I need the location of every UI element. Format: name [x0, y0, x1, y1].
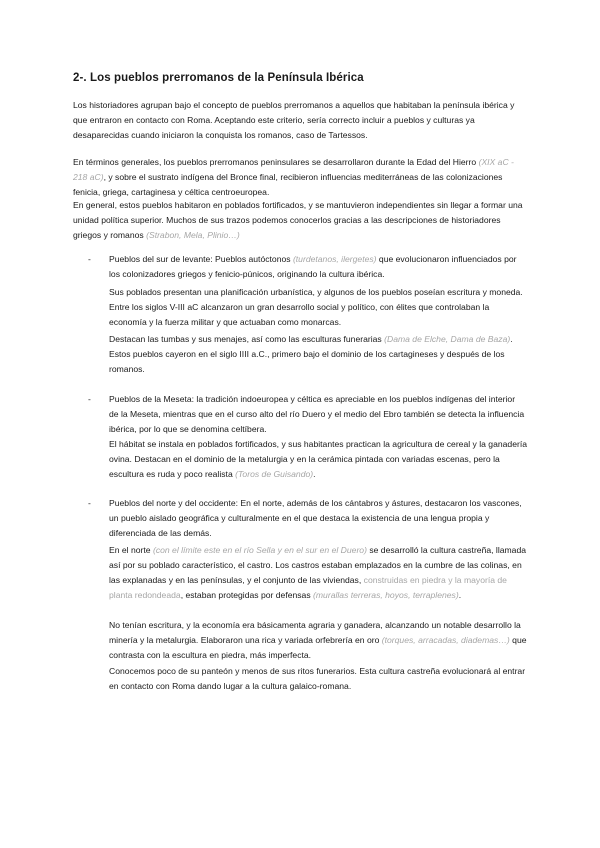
text: que contrasta con la escultura en piedra, más imperfecta. — [109, 635, 527, 661]
muted-text: (turdetanos, ilergetes) — [292, 254, 377, 264]
text: En términos generales, los pueblos prerromanos peninsulares se desarrollaron durante la Edad del Hierro — [73, 157, 479, 167]
norte-paragraph-3 — [109, 618, 527, 663]
text: , estaban protegidas por defensas — [180, 590, 314, 601]
muted-text: (Toros de Guisando) — [235, 469, 314, 480]
intro-paragraph-2 — [73, 155, 528, 200]
text: . Estos pueblos cayeron en el siglo IIII a.C., primero bajo el dominio de los cartagineses y después de los romanos. — [109, 334, 513, 375]
levante-paragraph-2: Sus poblados presentan una planificación urbanística, y algunos de los pueblos poseían escritura y moneda. Entre los siglos V-III aC alcanzaron un gran desarrollo social y político, con élites que controlaban la economía y la fuerza militar y que actuaban como monarcas. — [109, 287, 523, 328]
section-title: 2-. Los pueblos prerromanos de la Península Ibérica — [73, 72, 364, 84]
list-dash: - — [88, 254, 91, 264]
norte-paragraph-2 — [109, 543, 527, 603]
list-dash: - — [88, 394, 91, 404]
muted-text: construidas en piedra y la mayoría de planta redondeada — [109, 575, 507, 601]
levante-paragraph-1 — [109, 252, 527, 282]
norte-paragraph-4: Conocemos poco de su panteón y menos de sus ritos funerarios. Esta cultura castreña evolucionará al entrar en contacto con Roma dando lugar a la cultura galaico-romana. — [109, 666, 526, 692]
text: En el norte — [109, 545, 153, 555]
text: Destacan las tumbas y sus menajes, así como las esculturas funerarias — [109, 334, 385, 344]
meseta-paragraph-2 — [109, 437, 527, 482]
meseta-paragraph-1: Pueblos de la Meseta: la tradición indoeuropea y céltica es apreciable en los pueblos indígenas del interior de la Meseta, mientras que en el curso alto del río Duero y el medio del Ebro también se detecta la influencia ibérica, por lo que se denomina celtíbera. — [109, 394, 525, 435]
text: El hábitat se instala en poblados fortificados, y sus habitantes practican la agricultura de cereal y la ganadería ovina. Destacan en el dominio de la metalurgia y en la cerámica pintada con variadas escenas, pero la escultura es ruda y poco realista — [109, 439, 528, 480]
text: En general, estos pueblos habitaron en poblados fortificados, y se mantuvieron independientes sin llegar a formar una unidad política superior. Muchos de sus trazos podemos conocerlos gracias a las descripciones de historiadores griegos y romanos — [73, 200, 523, 241]
text: , y sobre el sustrato indígena del Bronce final, recibieron influencias mediterráneas de las colonizaciones fenicia, griega, cartaginesa y céltica centroeuropea. — [73, 172, 503, 198]
intro-paragraph-3 — [73, 198, 528, 243]
muted-text: (Dama de Elche, Dama de Baza) — [384, 334, 511, 344]
text: No tenían escritura, y la economía era básicamenta agraria y ganadera, alcanzando un notable desarrollo la minería y la metalurgia. Elaboraron una rica y variada orfebrería en oro — [109, 620, 521, 646]
levante-paragraph-3 — [109, 332, 527, 377]
intro-paragraph-1 — [73, 98, 528, 143]
text: . — [313, 469, 316, 480]
muted-text: (XIX aC - 218 aC) — [73, 157, 514, 183]
muted-text: (murallas terreras, hoyos, terraplenes) — [313, 590, 459, 601]
text: se desarrolló la cultura castreña, llamada así por su poblado característico, el castro. Los castros estaban emplazados en la cumbre de las colinas, en las explanadas y en las penínsulas, y el conjunto de las viviendas, — [109, 545, 527, 586]
text: Pueblos del sur de levante: Pueblos autóctonos — [109, 254, 293, 264]
muted-text: (torques, arracadas, diademas…) — [381, 635, 510, 646]
muted-text: (Strabon, Mela, Plinio…) — [146, 230, 240, 241]
muted-text: (con el límite este en el río Sella y en el sur en el Duero) — [152, 545, 367, 555]
text: . — [458, 590, 462, 601]
norte-paragraph-1: Pueblos del norte y del occidente: En el norte, además de los cántabros y ástures, destacaron los vascones, un pueblo aislado geográfica y culturalmente en el que destaca la existencia de una lengua propia y diferenciada de las demás. — [109, 498, 522, 539]
text: Los historiadores agrupan bajo el concepto de pueblos prerromanos a aquellos que habitaban la península ibérica y que entraron en contacto con Roma. Aceptando este criterio, sería correcto incluir a pueblos y culturas ya desaparecidas cuando iniciaron la conquista los romanos, caso de Tartessos. — [73, 100, 515, 141]
list-dash: - — [88, 498, 91, 508]
text: que evolucionaron influenciados por los colonizadores griegos y fenicio-púnicos, originando la cultura ibérica. — [109, 254, 517, 280]
